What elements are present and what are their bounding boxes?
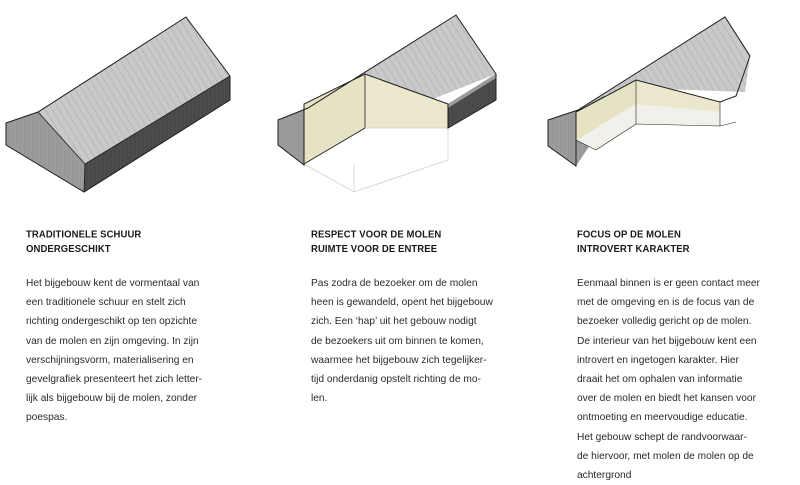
- description-line: bezoeker volledig gericht op de molen.: [577, 316, 752, 328]
- description-line: Pas zodra de bezoeker om de molen: [311, 278, 478, 289]
- description-line: met de omgeving en is de focus van de: [577, 297, 755, 309]
- description-line: de bezoekers uit om binnen te komen,: [311, 335, 484, 347]
- description-line: een traditionele schuur en stelt zich: [26, 297, 186, 309]
- end-wall: [720, 96, 736, 126]
- heading-line-1: RESPECT VOOR DE MOLEN: [311, 229, 442, 241]
- description-line: ontmoeting en meervoudige educatie.: [577, 412, 748, 424]
- panel-traditional-barn: [0, 0, 260, 475]
- panel-description: [577, 274, 767, 485]
- panel-heading: [26, 228, 141, 256]
- description-line: Het bijgebouw kent de vormentaal van: [26, 278, 200, 289]
- description-line: gevelgrafiek presenteert het zich letter-: [26, 374, 203, 386]
- description-line: De interieur van het bijgebouw kent een: [577, 335, 757, 347]
- description-line: van de molen en zijn omgeving. In zijn: [26, 335, 199, 347]
- panel-heading: [577, 228, 690, 256]
- description-line: achtergrond: [577, 470, 632, 482]
- heading-line-2: ONDERGESCHIKT: [26, 243, 111, 255]
- description-line: verschijningsvorm, materialisering en: [26, 354, 194, 366]
- description-line: tijd onderdanig opstelt richting de mo-: [311, 374, 481, 386]
- panel-respect-for-mill: [270, 0, 530, 475]
- barn-closed: [6, 17, 230, 192]
- description-line: poespas.: [26, 412, 68, 424]
- description-line: zich. Een ‘hap’ uit het gebouw nodigt: [311, 316, 477, 328]
- entrance-cutout-left: [304, 74, 365, 164]
- description-line: richting ondergeschikt op ten opzichte: [26, 316, 198, 328]
- panel-focus-on-mill: [540, 0, 800, 482]
- description-line: draait het om ophalen van informatie: [577, 374, 743, 386]
- barn-illustration-1: [0, 0, 260, 210]
- barn-illustration-3: [540, 0, 800, 210]
- panel-heading: [311, 228, 441, 256]
- heading-line-1: TRADITIONELE SCHUUR: [26, 229, 142, 241]
- barn-interior-view: [548, 17, 750, 166]
- description-line: waarmee het bijgebouw zich tegelijker-: [311, 354, 487, 366]
- heading-line-1: FOCUS OP DE MOLEN: [577, 229, 681, 241]
- description-line: Het gebouw schept de randvoorwaar-: [577, 431, 747, 443]
- barn-illustration-2: [270, 0, 530, 210]
- description-line: len.: [311, 393, 328, 405]
- heading-line-2: RUIMTE VOOR DE ENTREE: [311, 243, 438, 255]
- panel-description: [311, 274, 501, 408]
- description-line: lijk als bijgebouw bij de molen, zonder: [26, 393, 198, 405]
- description-line: heen is gewandeld, opent het bijgebouw: [311, 297, 493, 309]
- description-line: Eenmaal binnen is er geen contact meer: [577, 278, 760, 289]
- description-line: introvert en ingetogen karakter. Hier: [577, 354, 739, 366]
- barn-with-cutout: [278, 15, 496, 192]
- heading-line-2: INTROVERT KARAKTER: [577, 243, 690, 255]
- description-line: de hiervoor, met molen de molen op de: [577, 450, 754, 462]
- description-line: over de molen en biedt het kansen voor: [577, 393, 756, 405]
- panel-description: [26, 274, 216, 428]
